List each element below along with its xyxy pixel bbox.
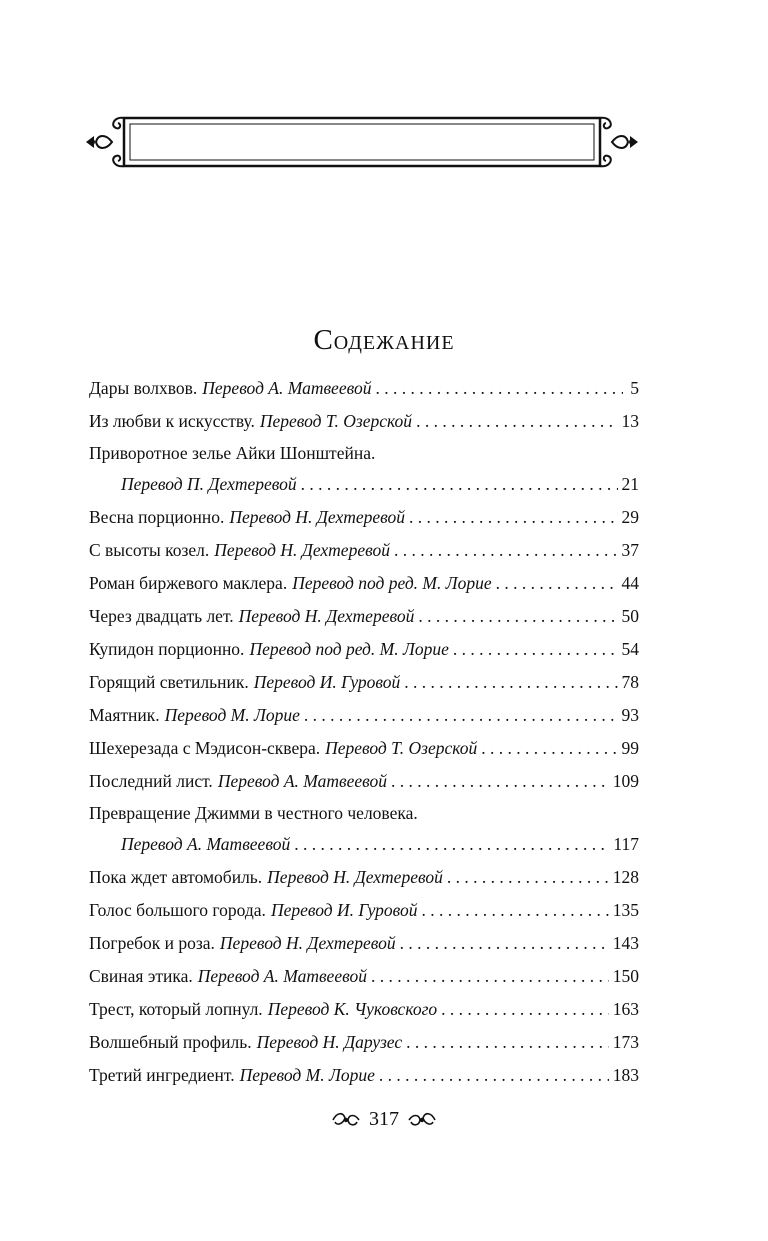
entry-title: Свиная этика. — [89, 966, 193, 986]
entry-translator: Перевод Н. Дехтеревой — [229, 507, 406, 527]
entry-title: Волшебный профиль. — [89, 1032, 252, 1052]
entry-page: 99 — [621, 738, 639, 758]
toc-entry[interactable] — [89, 732, 639, 765]
entry-page: 13 — [621, 411, 639, 431]
toc-entry[interactable] — [89, 372, 639, 405]
entry-title: Превращение Джимми в честного человека. — [89, 803, 418, 823]
entry-title: Дары волхвов. — [89, 378, 198, 398]
ornament-frame-icon — [84, 112, 640, 172]
table-of-contents — [89, 372, 639, 1092]
toc-entry[interactable] — [89, 534, 639, 567]
toc-entry[interactable] — [89, 798, 639, 861]
toc-entry[interactable] — [89, 438, 639, 501]
entry-translator: Перевод Н. Дехтеревой — [238, 606, 415, 626]
entry-translator: Перевод Н. Дарузес — [256, 1032, 403, 1052]
entry-translator: Перевод К. Чуковского — [267, 999, 438, 1019]
toc-entry[interactable] — [89, 993, 639, 1026]
entry-title: Шехерезада с Мэдисон-сквера. — [89, 738, 321, 758]
leader-dots — [416, 405, 617, 438]
entry-title: Из любви к искусству. — [89, 411, 255, 431]
entry-title: Роман биржевого маклера. — [89, 573, 288, 593]
entry-page: 37 — [621, 540, 639, 560]
entry-page: 150 — [612, 966, 639, 986]
entry-page: 183 — [612, 1065, 639, 1085]
entry-translator: Перевод Н. Дехтеревой — [214, 540, 390, 560]
toc-entry[interactable] — [89, 765, 639, 798]
leader-dots — [375, 372, 623, 405]
toc-entry[interactable] — [89, 894, 639, 927]
toc-entry[interactable] — [89, 567, 639, 600]
entry-translator: Перевод Т. Озерской — [259, 411, 413, 431]
entry-translator: Перевод А. Матвеевой — [217, 771, 388, 791]
leader-dots — [406, 1026, 609, 1059]
entry-page: 21 — [621, 474, 639, 494]
entry-translator: Перевод А. Матвеевой — [197, 966, 367, 986]
entry-page: 50 — [621, 606, 639, 626]
toc-entry[interactable] — [89, 501, 639, 534]
entry-title: Маятник. — [89, 705, 160, 725]
entry-title: Третий ингредиент. — [89, 1065, 235, 1085]
entry-title: Приворотное зелье Айки Шонштейна. — [89, 443, 376, 463]
leader-dots — [294, 828, 609, 861]
leader-dots — [304, 699, 618, 732]
entry-title: С высоты козел. — [89, 540, 210, 560]
entry-title: Последний лист. — [89, 771, 213, 791]
right-flourish-icon — [407, 1110, 437, 1130]
leader-dots — [453, 633, 618, 666]
entry-translator: Перевод А. Матвеевой — [202, 378, 372, 398]
entry-translator: Перевод Н. Дехтеревой — [267, 867, 443, 887]
entry-translator: Перевод М. Лорие — [239, 1065, 375, 1085]
leader-dots — [496, 567, 618, 600]
entry-title: Пока ждет автомобиль. — [89, 867, 263, 887]
toc-entry[interactable] — [89, 1026, 639, 1059]
toc-entry[interactable] — [89, 405, 639, 438]
leader-dots — [421, 894, 608, 927]
entry-title: Через двадцать лет. — [89, 606, 234, 626]
entry-translator: Перевод под ред. М. Лорие — [249, 639, 449, 659]
entry-page: 44 — [621, 573, 639, 593]
entry-page: 5 — [630, 378, 639, 398]
entry-page: 135 — [612, 900, 639, 920]
entry-translator: Перевод под ред. М. Лорие — [292, 573, 492, 593]
entry-title: Погребок и роза. — [89, 933, 215, 953]
header-ornament-frame — [84, 112, 640, 172]
toc-entry[interactable] — [89, 927, 639, 960]
entry-page: 128 — [612, 867, 639, 887]
entry-title: Купидон порционно. — [89, 639, 245, 659]
leader-dots — [447, 861, 609, 894]
entry-translator: Перевод П. Дехтеревой — [121, 474, 297, 494]
entry-translator: Перевод И. Гуровой — [270, 900, 418, 920]
leader-dots — [371, 960, 609, 993]
toc-entry[interactable] — [89, 699, 639, 732]
leader-dots — [391, 765, 609, 798]
leader-dots — [404, 666, 617, 699]
leader-dots — [301, 468, 618, 501]
leader-dots — [400, 927, 609, 960]
toc-entry[interactable] — [89, 960, 639, 993]
entry-page: 109 — [612, 771, 639, 791]
entry-page: 173 — [612, 1032, 639, 1052]
entry-title: Весна порционно. — [89, 507, 225, 527]
entry-page: 54 — [621, 639, 639, 659]
toc-entry[interactable] — [89, 1059, 639, 1092]
leader-dots — [409, 501, 617, 534]
page-title: Содежание — [313, 324, 455, 356]
leader-dots — [394, 534, 618, 567]
leader-dots — [379, 1059, 609, 1092]
page-number: 317 — [369, 1108, 399, 1130]
entry-translator: Перевод Н. Дехтеревой — [219, 933, 396, 953]
entry-page: 117 — [613, 834, 639, 854]
entry-page: 163 — [612, 999, 639, 1019]
entry-title: Трест, который лопнул. — [89, 999, 263, 1019]
entry-page: 143 — [612, 933, 639, 953]
entry-page: 78 — [621, 672, 639, 692]
toc-entry[interactable] — [89, 633, 639, 666]
entry-translator: Перевод А. Матвеевой — [121, 834, 291, 854]
left-flourish-icon — [331, 1110, 361, 1130]
entry-translator: Перевод И. Гуровой — [253, 672, 401, 692]
toc-entry[interactable] — [89, 666, 639, 699]
entry-page: 93 — [621, 705, 639, 725]
page-footer — [0, 1108, 768, 1131]
entry-translator: Перевод Т. Озерской — [325, 738, 478, 758]
leader-dots — [441, 993, 609, 1026]
entry-title: Голос большого города. — [89, 900, 266, 920]
entry-translator: Перевод М. Лорие — [164, 705, 300, 725]
leader-dots — [418, 600, 617, 633]
entry-page: 29 — [621, 507, 639, 527]
leader-dots — [481, 732, 617, 765]
toc-entry[interactable] — [89, 861, 639, 894]
entry-title: Горящий светильник. — [89, 672, 249, 692]
toc-entry[interactable] — [89, 600, 639, 633]
